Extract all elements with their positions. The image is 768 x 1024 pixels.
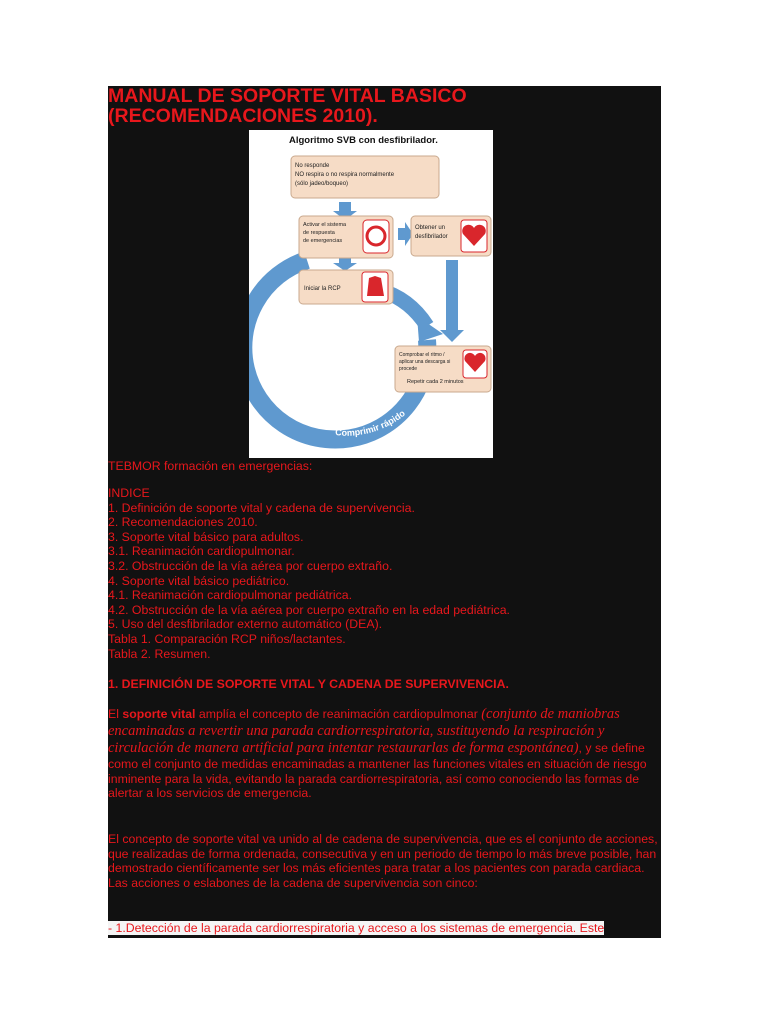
arrow-right-column bbox=[446, 260, 458, 332]
no-responde-line1: No responde bbox=[295, 163, 330, 169]
diagram-title: Algoritmo SVB con desfibrilador. bbox=[289, 135, 438, 146]
diagram-svg bbox=[249, 130, 493, 458]
cycle-label-2: Comprimir rápido bbox=[334, 408, 407, 438]
index-item: 4.2. Obstrucción de la vía aérea por cuerpo extraño en la edad pediátrica. bbox=[108, 602, 510, 617]
cycle-label-1: Comprimir fuerte bbox=[272, 360, 319, 424]
index-item: 4. Soporte vital básico pediátrico. bbox=[108, 573, 290, 588]
comprobar-line1: Comprobar el ritmo / bbox=[399, 352, 445, 358]
arrowhead-right-column bbox=[440, 330, 464, 342]
section1-paragraph-1 bbox=[108, 706, 661, 801]
p1-bold-term: soporte vital bbox=[122, 707, 196, 721]
credit-line: TEBMOR formación en emergencias: bbox=[108, 459, 313, 473]
index-item: Tabla 1. Comparación RCP niños/lactantes. bbox=[108, 631, 346, 646]
arrow-side bbox=[398, 228, 406, 240]
no-responde-line3: (sólo jadeo/boqueo) bbox=[295, 181, 349, 187]
section1-heading: 1. DEFINICIÓN DE SOPORTE VITAL Y CADENA DE SUPERVIVENCIA. bbox=[108, 677, 509, 691]
p1-el: El bbox=[108, 707, 119, 721]
activar-line3: de emergencias bbox=[303, 238, 343, 244]
index-item: 4.1. Reanimación cardiopulmonar pediátrica. bbox=[108, 588, 353, 603]
iniciar-label: Iniciar la RCP bbox=[304, 286, 341, 292]
p1-text-a: amplía el concepto de reanimación cardiopulmonar bbox=[198, 707, 478, 721]
index-item: 3. Soporte vital básico para adultos. bbox=[108, 529, 304, 544]
index-item: 2. Recomendaciones 2010. bbox=[108, 515, 258, 530]
index-item: 3.1. Reanimación cardiopulmonar. bbox=[108, 544, 295, 559]
p3-highlight-text: - 1.Detección de la parada cardiorrespiratoria y acceso a los sistemas de emergencia. Este bbox=[108, 921, 605, 935]
comprobar-line4: Repetir cada 2 minutos bbox=[407, 379, 464, 385]
index-item: 5. Uso del desfibrilador externo automático (DEA). bbox=[108, 617, 383, 632]
index-item: 3.2. Obstrucción de la vía aérea por cuerpo extraño. bbox=[108, 558, 393, 573]
comprobar-line2: aplicar una descarga si bbox=[399, 359, 451, 365]
document-panel bbox=[108, 86, 661, 938]
index-item: 1. Definición de soporte vital y cadena de supervivencia. bbox=[108, 500, 415, 515]
no-responde-line2: NO respira o no respira normalmente bbox=[295, 172, 395, 178]
obtener-line2: desfibrilador bbox=[415, 234, 448, 240]
index-item: Tabla 2. Resumen. bbox=[108, 646, 211, 661]
index-list bbox=[108, 501, 661, 662]
activar-line1: Activar el sistema bbox=[303, 222, 347, 228]
section1-paragraph-2: El concepto de soporte vital va unido al de cadena de supervivencia, que es el conjunto de acciones, que realizadas de forma ordenada, consecutiva y en un periodo de tiempo lo más breve posible, han demostrado científicamente ser los más eficientes para tratar a los pacientes con parada cardiaca. Las acciones o eslabones de la cadena de supervivencia son cinco: bbox=[108, 832, 658, 890]
index-heading: INDICE bbox=[108, 486, 150, 500]
arrow-1 bbox=[339, 202, 351, 212]
section1-paragraph-3 bbox=[108, 921, 661, 936]
svb-algorithm-diagram bbox=[249, 130, 493, 458]
index-section bbox=[108, 486, 661, 661]
obtener-line1: Obtener un bbox=[415, 225, 446, 231]
comprobar-line3: procede bbox=[399, 366, 418, 372]
p1-text-b: , y se define como el conjunto de medidas encaminadas a mantener las funciones vitales en situación de riesgo inminente para la vida, evitando la parada cardiorrespiratoria, así como conociendo las formas de alertar a los servicios de emergencia. bbox=[108, 741, 647, 801]
p1-italic-text: (conjunto de maniobras encaminadas a revertir una parada cardiorrespiratoria, sustituyendo la respiración y circulación de manera artificial para intentar restaurarlas de forma espontánea) bbox=[108, 706, 620, 756]
document-title: MANUAL DE SOPORTE VITAL BASICO (RECOMENDACIONES 2010). bbox=[108, 86, 467, 127]
activar-line2: de respuesta bbox=[303, 230, 335, 236]
